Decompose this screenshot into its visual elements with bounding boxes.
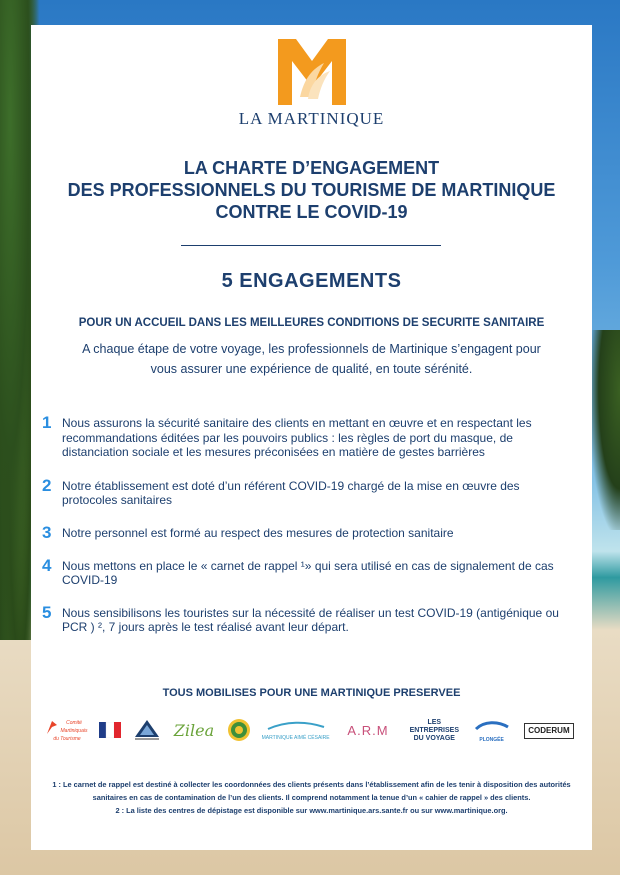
engagement-text: Nous sensibilisons les touristes sur la nécessité de réaliser un test COVID-19 (antigénique ou PCR ) ², 7 jours après le test réalisé avant leur départ.	[62, 605, 559, 634]
seal-icon	[227, 718, 251, 742]
engagement-item-2	[42, 477, 578, 508]
martinique-logo-icon	[278, 39, 346, 105]
engagement-item-3	[42, 524, 578, 541]
ctm-logo	[132, 719, 162, 744]
plongee-logo: PLONGÉE	[472, 719, 512, 744]
brand-name: LA MARTINIQUE	[238, 109, 385, 128]
charter-title	[31, 157, 592, 223]
footnote-2: 2 : La liste des centres de dépistage est disponible sur www.martinique.ars.sante.fr ou sur www.martinique.org.	[115, 806, 508, 815]
engagement-text: Nous assurons la sécurité sanitaire des clients en mettant en œuvre et en respectant les recommandations éditées par les pouvoirs publics : les règles de port du masque, de distanciation sociale et les mesures préconisées en matière de gestes barrières	[62, 416, 532, 459]
engagement-text: Notre personnel est formé au respect des mesures de protection sanitaire	[62, 525, 454, 540]
partner-logos	[45, 713, 578, 749]
engagement-number: 1	[42, 413, 52, 432]
engagement-number: 2	[42, 475, 52, 495]
engagement-item-1	[42, 414, 578, 460]
footnotes	[41, 778, 582, 817]
intro-paragraph: A chaque étape de votre voyage, les professionnels de Martinique s’engagent pour vous assurer une expérience de qualité, en toute sérénité.	[82, 342, 541, 376]
ctm-triangle-icon	[133, 719, 161, 741]
wave-icon	[266, 721, 326, 731]
french-flag-icon	[99, 722, 121, 738]
bird-of-paradise-icon	[45, 719, 59, 735]
aeroport-logo: MARTINIQUE AIMÉ CÉSAIRE	[261, 721, 331, 742]
palm-foliage-right	[590, 330, 620, 530]
coderum-logo: CODERUM	[520, 723, 578, 739]
mobilises-heading: TOUS MOBILISES POUR UNE MARTINIQUE PRESERVEE	[162, 687, 461, 699]
entreprises-du-voyage-logo: LES ENTREPRISES DU VOYAGE	[409, 719, 459, 742]
engagement-text: Nous mettons en place le « carnet de rappel ¹» qui sera utilisé en cas de signalement de cas COVID-19	[62, 558, 554, 587]
engagements-list	[42, 414, 578, 635]
engagement-text: Notre établissement est doté d’un référent COVID-19 chargé de la mise en œuvre des protocoles sanitaires	[62, 478, 520, 507]
brand-logo	[31, 39, 592, 129]
charter-card	[31, 25, 592, 850]
title-line-3: CONTRE LE COVID-19	[215, 202, 408, 222]
engagement-item-4	[42, 557, 578, 588]
subheading: POUR UN ACCUEIL DANS LES MEILLEURES CONDITIONS DE SECURITE SANITAIRE	[78, 317, 545, 329]
diver-icon	[474, 719, 510, 733]
engagement-item-5	[42, 604, 578, 635]
zilea-logo: Zilea	[173, 721, 215, 740]
engagements-heading: 5 ENGAGEMENTS	[221, 270, 402, 292]
title-line-1: LA CHARTE D’ENGAGEMENT	[183, 158, 440, 178]
engagement-number: 4	[42, 555, 52, 575]
title-line-2: DES PROFESSIONNELS DU TOURISME DE MARTINIQUE	[67, 180, 556, 200]
engagement-number: 3	[42, 522, 52, 542]
title-divider	[181, 245, 441, 246]
republique-francaise-logo	[97, 722, 123, 741]
green-seal-logo	[226, 718, 252, 745]
cmt-logo: Comité Martiniquais du Tourisme	[45, 719, 89, 743]
footnote-1: 1 : Le carnet de rappel est destiné à collecter les coordonnées des clients présents dans l’établissement afin de les tenir à disposition des autorités sanitaires en cas de contamination de l’un des clients. Il comprend notamment la tenue d’un « cahier de rappel » des clients.	[52, 780, 571, 802]
engagement-number: 5	[42, 602, 52, 622]
arm-logo: A.R.M	[347, 723, 389, 738]
